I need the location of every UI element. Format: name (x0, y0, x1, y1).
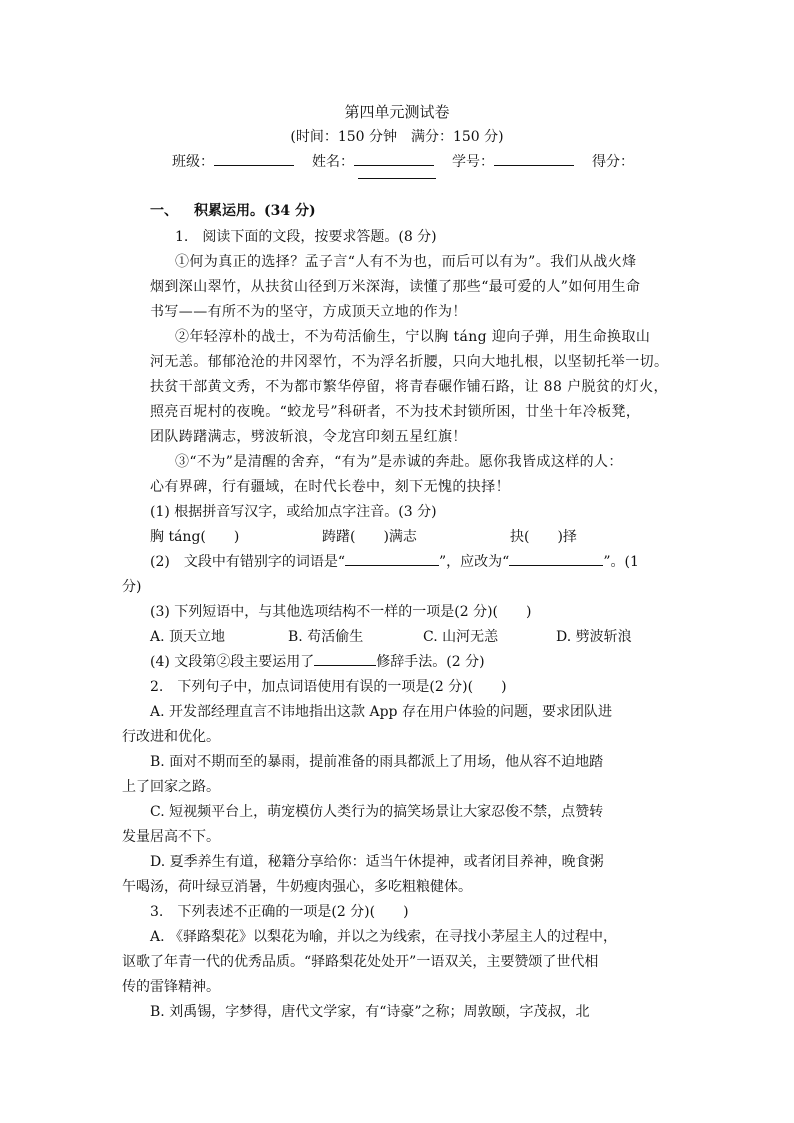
q1-sub3-option-c[interactable]: C. 山河无恙 (423, 629, 499, 645)
exam-time-score: (时间：150 分钟 满分：150 分) (290, 129, 504, 145)
q1-sub1: (1) 根据拼音写汉字，或给加点字注音。(3 分) (150, 504, 437, 520)
q1-passage-line: 书写——有所不为的坚守，方成顶天立地的作为！ (150, 304, 467, 320)
q2-option-b[interactable]: B. 面对不期而至的暴雨，提前准备的雨具都派上了用场，他从容不迫地踏 (150, 754, 604, 770)
score-label: 得分： (592, 154, 634, 170)
q2-option-b-cont: 上了回家之路。 (122, 779, 220, 795)
q2-stem: 2. 下列句子中，加点词语使用有误的一项是(2 分)( ) (150, 679, 507, 695)
q1-sub2-cont: 分) (122, 579, 142, 595)
q2-option-a-cont: 行改进和优化。 (122, 729, 220, 745)
section-heading (150, 200, 316, 220)
q1-sub4 (150, 651, 485, 671)
id-label: 学号： (452, 154, 494, 170)
q1-passage-line: 照亮百坭村的夜晚。“蛟龙号”科研者，不为技术封锁所困，廿坐十年冷板凳， (150, 404, 641, 420)
q1-passage-line: ②年轻淳朴的战士，不为苟活偷生，宁以胸 táng 迎向子弹，用生命换取山 (175, 329, 651, 345)
section-title: 积累运用。(34 分) (194, 203, 316, 219)
q1-sub2-text: (2) 文段中有错别字的词语是“ (150, 554, 345, 570)
q1-sub2-text: ”，应改为“ (439, 554, 510, 570)
q1-sub4-blank[interactable] (314, 665, 376, 666)
q1-sub1-item-a[interactable]: 胸 táng( ) (150, 529, 240, 545)
q1-sub3-option-a[interactable]: A. 顶天立地 (150, 629, 226, 645)
q1-sub1-item-c[interactable]: 抉( )择 (510, 529, 577, 545)
name-label: 姓名： (312, 154, 354, 170)
q1-sub1-item-b[interactable]: 踌躇( )满志 (322, 529, 417, 545)
q1-sub3-option-d[interactable]: D. 劈波斩浪 (556, 629, 632, 645)
q1-passage-line: 心有界碑，行有疆域，在时代长卷中，刻下无愧的抉择！ (150, 479, 510, 495)
q3-option-a-cont: 讴歌了年青一代的优秀品质。“驿路梨花处处开”一语双关，主要赞颂了世代相 (122, 954, 599, 970)
class-blank[interactable] (214, 165, 294, 166)
q1-sub2-text: ”。(1 (603, 554, 639, 570)
q1-sub4-text: (4) 文段第②段主要运用了 (150, 654, 315, 670)
id-blank[interactable] (494, 165, 574, 166)
q1-passage-line: 河无恙。郁郁沧沧的井冈翠竹，不为浮名折腰，只向大地扎根，以坚韧托举一切。 (150, 354, 669, 370)
q2-option-c[interactable]: C. 短视频平台上，萌宠模仿人类行为的搞笑场景让大家忍俊不禁，点赞转 (150, 804, 604, 820)
score-blank[interactable] (358, 178, 436, 179)
class-label: 班级： (172, 154, 214, 170)
q1-passage-line: 团队踌躇满志，劈波斩浪，令龙宫印刻五星红旗！ (150, 429, 467, 445)
q3-option-b[interactable]: B. 刘禹锡，字梦得，唐代文学家，有“诗豪”之称；周敦颐，字茂叔，北 (150, 1004, 590, 1020)
q3-option-a-cont: 传的雷锋精神。 (122, 979, 220, 995)
q1-stem: 1. 阅读下面的文段，按要求答题。(8 分) (175, 229, 437, 245)
q1-passage-line: ①何为真正的选择？孟子言“人有不为也，而后可以有为”。我们从战火烽 (175, 254, 637, 270)
q2-option-d-cont: 午喝汤，荷叶绿豆消暑，牛奶瘦肉强心，多吃粗粮健体。 (122, 879, 472, 895)
q3-option-a[interactable]: A. 《驿路梨花》以梨花为喻，并以之为线索，在寻找小茅屋主人的过程中， (150, 929, 618, 945)
q1-sub2-blank-correct[interactable] (509, 565, 603, 566)
q2-option-a[interactable]: A. 开发部经理直言不讳地指出这款 App 存在用户体验的问题，要求团队进 (150, 704, 612, 720)
exam-title: 第四单元测试卷 (344, 103, 450, 121)
q1-sub3-option-b[interactable]: B. 苟活偷生 (288, 629, 364, 645)
q1-passage-line: ③“不为”是清醒的舍弃，“有为”是赤诚的奔赴。愿你我皆成这样的人： (175, 454, 623, 470)
q1-passage-line: 烟到深山翠竹，从扶贫山径到万米深海，读懂了那些“最可爱的人”如何用生命 (150, 279, 641, 295)
q3-stem: 3. 下列表述不正确的一项是(2 分)( ) (150, 904, 409, 920)
name-blank[interactable] (354, 165, 434, 166)
q2-option-c-cont: 发量居高不下。 (122, 829, 220, 845)
section-number: 一、 (150, 203, 178, 219)
q2-option-d[interactable]: D. 夏季养生有道，秘籍分享给你：适当午休提神，或者闭目养神，晚食粥 (150, 854, 604, 870)
student-info-row (172, 151, 634, 171)
q1-sub2-blank-wrong[interactable] (345, 565, 439, 566)
q1-sub2 (150, 551, 639, 571)
q1-sub4-text: 修辞手法。(2 分) (376, 654, 485, 670)
q1-sub3: (3) 下列短语中，与其他选项结构不一样的一项是(2 分)( ) (150, 604, 532, 620)
q1-passage-line: 扶贫干部黄文秀，不为都市繁华停留，将青春碾作铺石路，让 88 户脱贫的灯火， (150, 379, 668, 395)
